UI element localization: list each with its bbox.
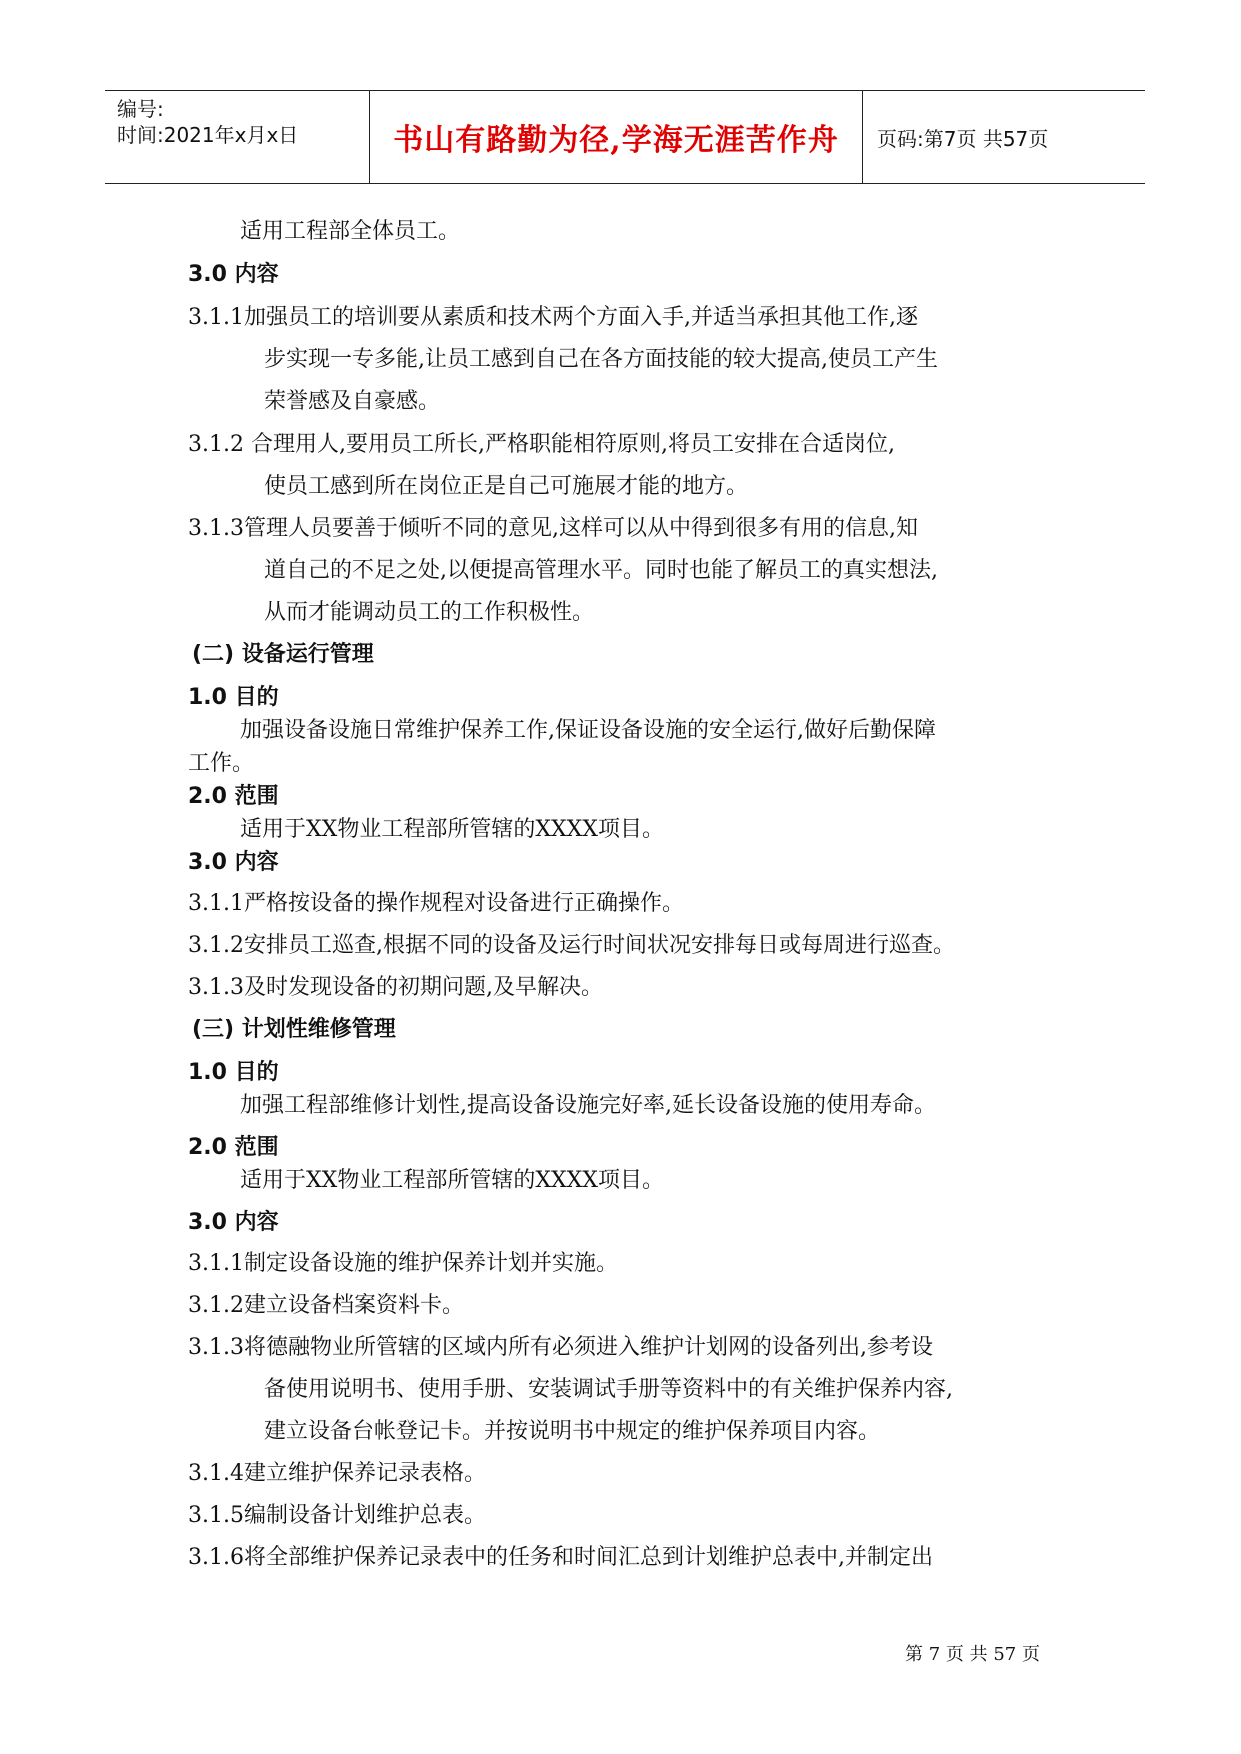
header-page-number: 页码:第7页 共57页	[877, 126, 1049, 151]
section-heading: 3.0 内容	[188, 262, 279, 287]
paragraph-line: 3.1.2 合理用人,要用员工所长,严格职能相符原则,将员工安排在合适岗位,	[188, 432, 895, 457]
paragraph-line: 3.1.3及时发现设备的初期问题,及早解决。	[188, 975, 603, 1000]
paragraph-line: 备使用说明书、使用手册、安装调试手册等资料中的有关维护保养内容,	[264, 1377, 953, 1402]
paragraph-line: 3.1.1严格按设备的操作规程对设备进行正确操作。	[188, 891, 684, 916]
paragraph-line: 适用于XX物业工程部所管辖的XXXX项目。	[240, 817, 664, 842]
paragraph-line: 加强设备设施日常维护保养工作,保证设备设施的安全运行,做好后勤保障	[240, 718, 936, 743]
paragraph-line: 3.1.3将德融物业所管辖的区域内所有必须进入维护计划网的设备列出,参考设	[188, 1335, 933, 1360]
page-footer: 第 7 页 共 57 页	[905, 1644, 1040, 1665]
paragraph-line: 道自己的不足之处,以便提高管理水平。同时也能了解员工的真实想法,	[264, 558, 938, 583]
paragraph-line: 建立设备台帐登记卡。并按说明书中规定的维护保养项目内容。	[264, 1419, 881, 1444]
chapter-heading: (二) 设备运行管理	[192, 642, 374, 667]
section-heading: 3.0 内容	[188, 850, 279, 875]
paragraph-line: 3.1.1制定设备设施的维护保养计划并实施。	[188, 1251, 618, 1276]
paragraph-line: 3.1.4建立维护保养记录表格。	[188, 1461, 486, 1486]
section-heading: 3.0 内容	[188, 1210, 279, 1235]
paragraph-line: 使员工感到所在岗位正是自己可施展才能的地方。	[264, 474, 749, 499]
chapter-heading: (三) 计划性维修管理	[192, 1017, 396, 1042]
section-heading: 1.0 目的	[188, 685, 279, 710]
header-motto: 书山有路勤为径,学海无涯苦作舟	[370, 91, 863, 183]
paragraph-line: 适用于XX物业工程部所管辖的XXXX项目。	[240, 1168, 664, 1193]
paragraph-line: 加强工程部维修计划性,提高设备设施完好率,延长设备设施的使用寿命。	[240, 1093, 936, 1118]
paragraph-line: 3.1.2建立设备档案资料卡。	[188, 1293, 464, 1318]
paragraph-line: 3.1.3管理人员要善于倾听不同的意见,这样可以从中得到很多有用的信息,知	[188, 516, 918, 541]
serial-number-label: 编号:	[117, 97, 164, 121]
paragraph-line: 步实现一专多能,让员工感到自己在各方面技能的较大提高,使员工产生	[264, 347, 938, 372]
paragraph-line: 3.1.5编制设备计划维护总表。	[188, 1503, 486, 1528]
paragraph-line: 荣誉感及自豪感。	[264, 389, 441, 414]
time-label: 时间:2021年x月x日	[117, 123, 299, 147]
section-heading: 2.0 范围	[188, 784, 279, 809]
page-header	[105, 90, 1145, 184]
paragraph-line: 适用工程部全体员工。	[240, 219, 461, 244]
section-heading: 1.0 目的	[188, 1060, 279, 1085]
paragraph-line: 从而才能调动员工的工作积极性。	[264, 600, 595, 625]
paragraph-line: 3.1.1加强员工的培训要从素质和技术两个方面入手,并适当承担其他工作,逐	[188, 305, 918, 330]
paragraph-line: 3.1.6将全部维护保养记录表中的任务和时间汇总到计划维护总表中,并制定出	[188, 1545, 933, 1570]
header-info-cell	[105, 91, 370, 183]
section-heading: 2.0 范围	[188, 1135, 279, 1160]
paragraph-line: 3.1.2安排员工巡查,根据不同的设备及运行时间状况安排每日或每周进行巡查。	[188, 933, 955, 958]
paragraph-line: 工作。	[188, 751, 255, 776]
